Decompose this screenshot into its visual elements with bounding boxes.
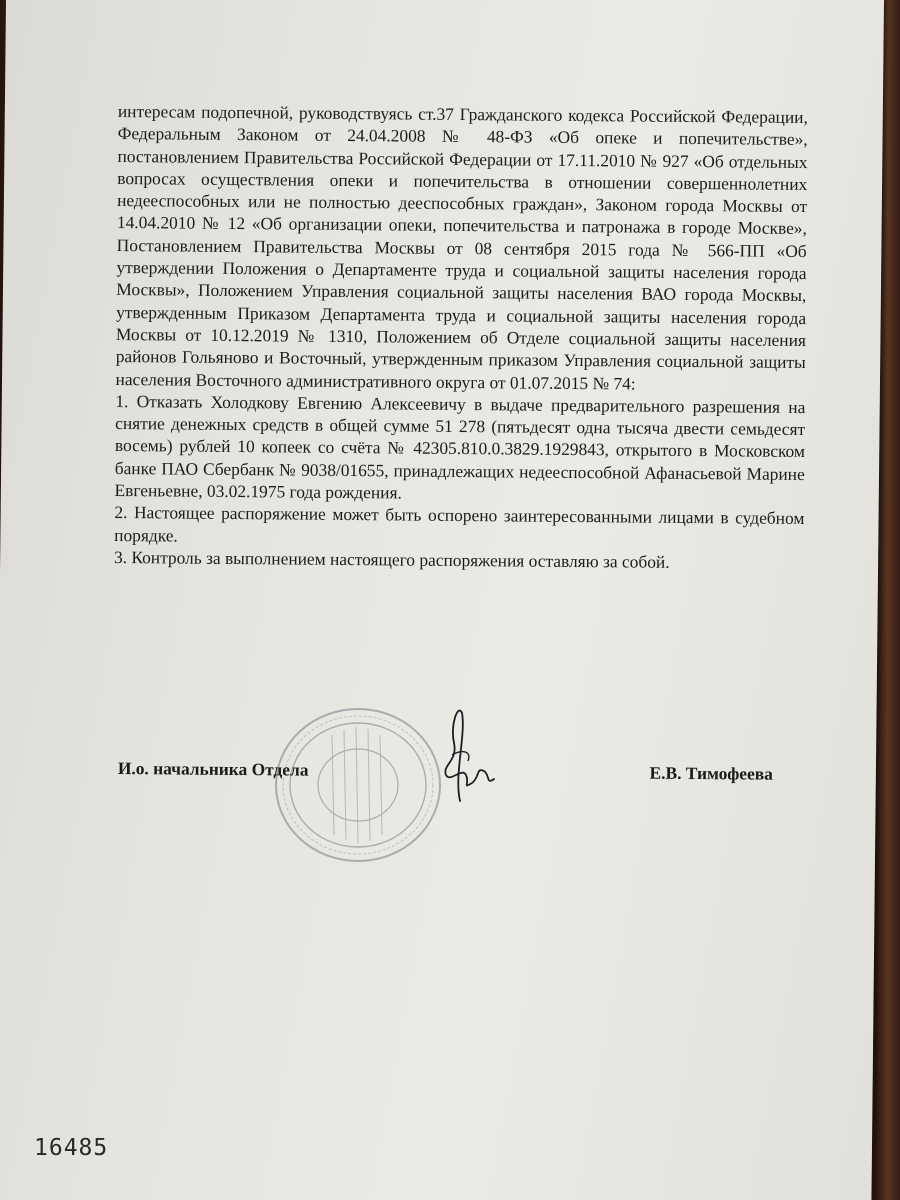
document-number: 16485 <box>34 1135 109 1161</box>
order-item-3: 3. Контроль за выполнением настоящего распоряжения оставляю за собой. <box>113 546 670 572</box>
document-body <box>114 100 808 574</box>
intro-paragraph: интересам подопечной, руководствуясь ст.37 Гражданского кодекса Российской Федерации, Федеральным Законом от 24.04.2008 № 48-ФЗ «Об опеке и попечительстве», постановлением Правительства Российской Федерации от 17.11.2010 № 927 «Об отдельных вопросах осуществления опеки и попечительства в отношении совершеннолетних недееспособных или не полностью дееспособных граждан», Законом города Москвы от 14.04.2010 № 12 «Об организации опеки, попечительства и патронажа в городе Москве», Постановлением Правительства Москвы от 08 сентября 2015 года № 566-ПП «Об утверждении Положения о Департаменте труда и социальной защиты населения города Москвы», Положением Управления социальной защиты населения ВАО города Москвы, утвержденным Приказом Департамента труда и социальной защиты населения города Москвы от 10.12.2019 № 1310, Положением об Отделе социальной защиты населения районов Гольяново и Восточный, утвержденным приказом Управления социальной защиты населения Восточного административного округа от 01.07.2015 № 74: <box>115 100 808 394</box>
signer-name: Е.В. Тимофеева <box>649 762 773 784</box>
order-item-2: 2. Настоящее распоряжение может быть оспорено заинтересованными лицами в судебном порядке. <box>114 502 805 546</box>
signature-row <box>118 758 773 794</box>
signer-position: И.о. начальника Отдела <box>117 758 309 780</box>
order-item-1: 1. Отказать Холодкову Евгению Алексеевичу в выдаче предварительного разрешения на снятие денежных средств в общей сумме 51 278 (пятьдесят одна тысяча двести семьдесят восемь) рублей 10 копеек со счёта № 42305.810.0.3829.1929843, открытого в Московском банке ПАО Сбербанк № 9038/01655, принадлежащих недееспособной Афанасьевой Марине Евгеньевне, 03.02.1975 года рождения. <box>114 390 806 503</box>
